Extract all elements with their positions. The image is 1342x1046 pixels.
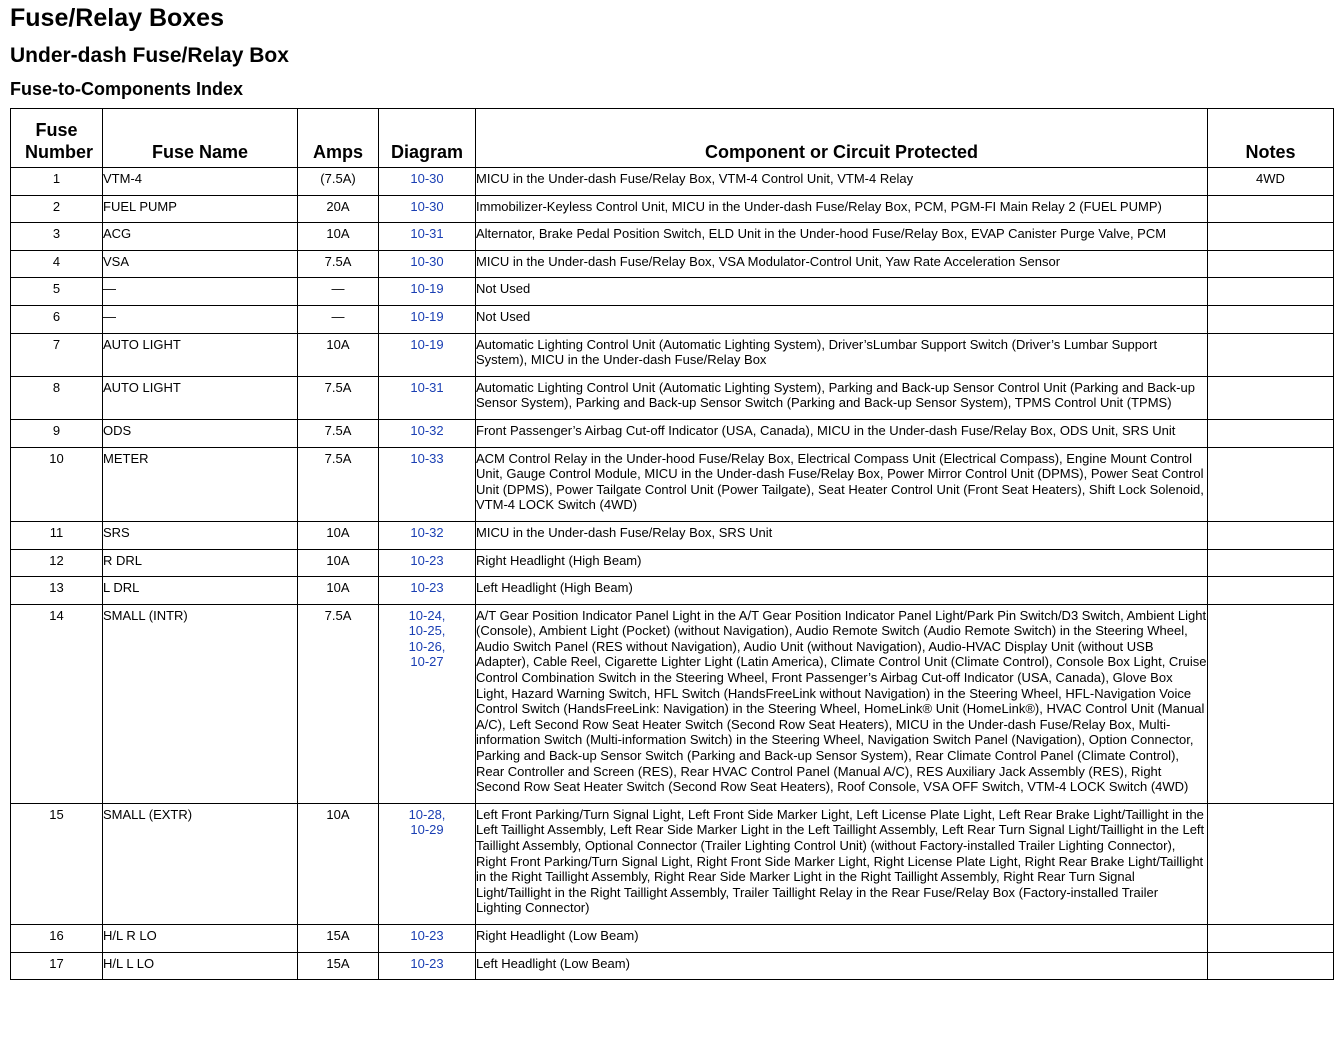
diagram-link[interactable]: 10-24,: [408, 607, 446, 623]
fuse-number-cell: 8: [11, 376, 103, 419]
fuse-number-cell: 12: [11, 549, 103, 577]
amps-cell: 15A: [298, 952, 379, 980]
diagram-link[interactable]: 10-23: [410, 552, 444, 568]
fuse-name-cell: SMALL (EXTR): [103, 803, 298, 924]
diagram-link[interactable]: 10-23: [410, 955, 444, 971]
amps-cell: 15A: [298, 924, 379, 952]
component-cell: Automatic Lighting Control Unit (Automatic Lighting System), Driver’sLumbar Support Switch (Driver’s Lumbar Support System), MICU in the Under-dash Fuse/Relay Box: [476, 333, 1208, 376]
table-row: [11, 952, 1334, 980]
table-row: [11, 195, 1334, 223]
fuse-name-cell: FUEL PUMP: [103, 195, 298, 223]
notes-cell: [1208, 195, 1334, 223]
fuse-number-cell: 1: [11, 168, 103, 196]
table-row: [11, 250, 1334, 278]
amps-cell: 10A: [298, 333, 379, 376]
notes-cell: [1208, 376, 1334, 419]
table-row: [11, 333, 1334, 376]
diagram-link[interactable]: 10-30: [410, 253, 444, 269]
notes-cell: [1208, 604, 1334, 803]
diagram-link[interactable]: 10-31: [410, 379, 444, 395]
diagram-link[interactable]: 10-23: [410, 580, 444, 596]
table-row: [11, 168, 1334, 196]
fuse-name-cell: VTM-4: [103, 168, 298, 196]
fuse-name-cell: AUTO LIGHT: [103, 333, 298, 376]
table-row: [11, 803, 1334, 924]
diagram-link[interactable]: 10-28,: [408, 806, 446, 822]
amps-cell: 7.5A: [298, 376, 379, 419]
diagram-link[interactable]: 10-30: [410, 198, 444, 214]
amps-cell: 10A: [298, 549, 379, 577]
component-cell: MICU in the Under-dash Fuse/Relay Box, SRS Unit: [476, 521, 1208, 549]
notes-cell: [1208, 305, 1334, 333]
notes-cell: [1208, 952, 1334, 980]
amps-cell: —: [298, 278, 379, 306]
fuse-number-cell: 11: [11, 521, 103, 549]
page-title: Fuse/Relay Boxes: [10, 4, 224, 32]
component-cell: A/T Gear Position Indicator Panel Light in the A/T Gear Position Indicator Panel Light/Park Pin Switch/D3 Switch, Ambient Light (Console), Ambient Light (Pocket) (without Navigation), Audio Remote Switch (Audio Remote Switch) in the Steering Wheel, Audio Switch Panel (RES without Navigation), Audio Unit (without Navigation), Audio-HVAC Display Unit (without USB Adapter), Cable Reel, Cigarette Lighter Light (Latin America), Climate Control Unit (Climate Control), Console Box Light, Cruise Control Combination Switch in the Steering Wheel, Front Passenger’s Airbag Cut-off Indicator (USA, Canada), Glove Box Light, Hazard Warning Switch, HFL Switch (HandsFreeLink without Navigation) in the Steering Wheel, HFL-Navigation Voice Control Switch (HandsFreeLink: Navigation) in the Steering Wheel, HomeLink® Unit (HomeLink®), HVAC Control Unit (Manual A/C), Left Second Row Seat Heater Switch (Second Row Seat Heaters), MICU in the Under-dash Fuse/Relay Box, Multi-information Switch (Multi-information Switch) in the Steering Wheel, Navigation Switch Panel (Navigation), Option Connector, Parking and Back-up Sensor Switch (Parking and Back-up Sensor System), Rear Climate Control Panel (Climate Control), Rear Controller and Screen (RES), Rear HVAC Control Panel (Manual A/C), RES Auxiliary Jack Assembly (RES), Right Second Row Seat Heater Switch (Second Row Seat Heaters), Roof Console, VSA OFF Switch, VTM-4 LOCK Switch (4WD): [476, 604, 1208, 803]
notes-cell: [1208, 803, 1334, 924]
diagram-cell: [379, 521, 476, 549]
diagram-link[interactable]: 10-30: [410, 171, 444, 186]
component-cell: Automatic Lighting Control Unit (Automatic Lighting System), Parking and Back-up Sensor Control Unit (Parking and Back-up Sensor System), Parking and Back-up Sensor Switch (Parking and Back-up Sensor System), TPMS Control Unit (TPMS): [476, 376, 1208, 419]
fuse-name-cell: R DRL: [103, 549, 298, 577]
diagram-link[interactable]: 10-25,: [408, 623, 446, 639]
fuse-index-table: [10, 108, 1334, 980]
fuse-number-cell: 9: [11, 419, 103, 447]
fuse-number-cell: 13: [11, 577, 103, 605]
diagram-cell: [379, 250, 476, 278]
amps-cell: (7.5A): [298, 168, 379, 196]
component-cell: Front Passenger’s Airbag Cut-off Indicator (USA, Canada), MICU in the Under-dash Fuse/Relay Box, ODS Unit, SRS Unit: [476, 419, 1208, 447]
table-row: [11, 577, 1334, 605]
amps-cell: 7.5A: [298, 447, 379, 521]
diagram-link[interactable]: 10-19: [410, 308, 444, 324]
diagram-cell: [379, 419, 476, 447]
notes-cell: [1208, 924, 1334, 952]
component-cell: Left Headlight (High Beam): [476, 577, 1208, 605]
fuse-number-cell: 2: [11, 195, 103, 223]
fuse-name-cell: H/L L LO: [103, 952, 298, 980]
fuse-number-cell: 6: [11, 305, 103, 333]
diagram-cell: [379, 447, 476, 521]
component-cell: Not Used: [476, 305, 1208, 333]
table-header-row: [11, 109, 1334, 168]
component-cell: MICU in the Under-dash Fuse/Relay Box, VSA Modulator-Control Unit, Yaw Rate Acceleration Sensor: [476, 250, 1208, 278]
diagram-cell: [379, 333, 476, 376]
diagram-link[interactable]: 10-32: [410, 422, 444, 438]
amps-cell: 20A: [298, 195, 379, 223]
diagram-link[interactable]: 10-29: [410, 822, 444, 838]
fuse-number-cell: 4: [11, 250, 103, 278]
table-row: [11, 419, 1334, 447]
diagram-cell: [379, 549, 476, 577]
notes-cell: [1208, 521, 1334, 549]
diagram-link[interactable]: 10-19: [410, 336, 444, 352]
fuse-name-cell: H/L R LO: [103, 924, 298, 952]
amps-cell: 10A: [298, 521, 379, 549]
diagram-link[interactable]: 10-33: [410, 450, 444, 466]
component-cell: Immobilizer-Keyless Control Unit, MICU in the Under-dash Fuse/Relay Box, PCM, PGM-FI Main Relay 2 (FUEL PUMP): [476, 195, 1208, 223]
amps-cell: 7.5A: [298, 250, 379, 278]
notes-cell: 4WD: [1208, 168, 1334, 196]
table-row: [11, 223, 1334, 251]
diagram-cell: [379, 924, 476, 952]
notes-cell: [1208, 333, 1334, 376]
notes-cell: [1208, 549, 1334, 577]
notes-cell: [1208, 278, 1334, 306]
notes-cell: [1208, 419, 1334, 447]
amps-cell: 10A: [298, 577, 379, 605]
component-cell: Right Headlight (Low Beam): [476, 924, 1208, 952]
fuse-number-cell: 5: [11, 278, 103, 306]
component-cell: Right Headlight (High Beam): [476, 549, 1208, 577]
table-body: [11, 168, 1334, 980]
page-subtitle: Under-dash Fuse/Relay Box: [10, 44, 289, 67]
fuse-name-cell: —: [103, 305, 298, 333]
table-row: [11, 549, 1334, 577]
diagram-cell: [379, 195, 476, 223]
header-component: Component or Circuit Protected: [476, 109, 1208, 168]
amps-cell: 10A: [298, 223, 379, 251]
component-cell: Left Headlight (Low Beam): [476, 952, 1208, 980]
diagram-cell: [379, 223, 476, 251]
fuse-name-cell: ODS: [103, 419, 298, 447]
fuse-number-cell: 3: [11, 223, 103, 251]
header-notes: Notes: [1208, 109, 1334, 168]
component-cell: ACM Control Relay in the Under-hood Fuse/Relay Box, Electrical Compass Unit (Electrical Compass), Engine Mount Control Unit, Gauge Control Module, MICU in the Under-dash Fuse/Relay Box, Power Mirror Control Unit (DPMS), Power Seat Control Unit (DPMS), Power Tailgate Control Unit (Power Tailgate), Seat Heater Control Unit (Front Seat Heaters), Shift Lock Solenoid, VTM-4 LOCK Switch (4WD): [476, 447, 1208, 521]
table-row: [11, 521, 1334, 549]
notes-cell: [1208, 447, 1334, 521]
diagram-link[interactable]: 10-27: [410, 654, 444, 670]
diagram-link[interactable]: 10-32: [410, 524, 444, 540]
diagram-cell: [379, 803, 476, 924]
table-row: [11, 376, 1334, 419]
header-diagram: Diagram: [379, 109, 476, 168]
table-row: [11, 278, 1334, 306]
component-cell: Left Front Parking/Turn Signal Light, Left Front Side Marker Light, Left License Plate Light, Left Rear Brake Light/Taillight in the Left Taillight Assembly, Left Rear Side Marker Light in the Left Taillight Assembly, Left Rear Turn Signal Light/Taillight in the Left Taillight Assembly, Optional Connector (Trailer Lighting Control Unit) (without Factory-installed Trailer Lighting Connector), Right Front Parking/Turn Signal Light, Right Front Side Marker Light, Right License Plate Light, Right Rear Brake Light/Taillight in the Right Taillight Assembly, Right Rear Side Marker Light in the Right Taillight Assembly, Right Rear Turn Signal Light/Taillight in the Right Taillight Assembly, Trailer Taillight Relay in the Rear Fuse/Relay Box (Factory-installed Trailer Lighting Connector): [476, 803, 1208, 924]
fuse-number-cell: 10: [11, 447, 103, 521]
diagram-cell: [379, 376, 476, 419]
notes-cell: [1208, 577, 1334, 605]
fuse-number-cell: 14: [11, 604, 103, 803]
component-cell: MICU in the Under-dash Fuse/Relay Box, VTM-4 Control Unit, VTM-4 Relay: [476, 168, 1208, 196]
fuse-name-cell: ACG: [103, 223, 298, 251]
section-title: Fuse-to-Components Index: [10, 79, 243, 99]
amps-cell: 10A: [298, 803, 379, 924]
diagram-cell: [379, 168, 476, 196]
header-fuse-name: Fuse Name: [103, 109, 298, 168]
amps-cell: 7.5A: [298, 604, 379, 803]
component-cell: Alternator, Brake Pedal Position Switch, ELD Unit in the Under-hood Fuse/Relay Box, EVAP Canister Purge Valve, PCM: [476, 223, 1208, 251]
fuse-number-cell: 7: [11, 333, 103, 376]
fuse-name-cell: L DRL: [103, 577, 298, 605]
header-fuse-number: Fuse Number: [11, 109, 103, 168]
notes-cell: [1208, 250, 1334, 278]
table-row: [11, 305, 1334, 333]
diagram-link[interactable]: 10-26,: [408, 638, 446, 654]
fuse-number-cell: 16: [11, 924, 103, 952]
fuse-number-cell: 17: [11, 952, 103, 980]
table-row: [11, 604, 1334, 803]
header-amps: Amps: [298, 109, 379, 168]
fuse-name-cell: METER: [103, 447, 298, 521]
amps-cell: 7.5A: [298, 419, 379, 447]
fuse-name-cell: AUTO LIGHT: [103, 376, 298, 419]
diagram-cell: [379, 952, 476, 980]
table-row: [11, 924, 1334, 952]
fuse-name-cell: —: [103, 278, 298, 306]
amps-cell: —: [298, 305, 379, 333]
diagram-link[interactable]: 10-31: [410, 226, 444, 242]
fuse-name-cell: SRS: [103, 521, 298, 549]
fuse-name-cell: VSA: [103, 250, 298, 278]
diagram-cell: [379, 305, 476, 333]
fuse-number-cell: 15: [11, 803, 103, 924]
diagram-link[interactable]: 10-23: [410, 927, 444, 943]
diagram-cell: [379, 278, 476, 306]
component-cell: Not Used: [476, 278, 1208, 306]
diagram-cell: [379, 577, 476, 605]
diagram-link[interactable]: 10-19: [410, 281, 444, 297]
fuse-name-cell: SMALL (INTR): [103, 604, 298, 803]
table-row: [11, 447, 1334, 521]
notes-cell: [1208, 223, 1334, 251]
diagram-cell: [379, 604, 476, 803]
